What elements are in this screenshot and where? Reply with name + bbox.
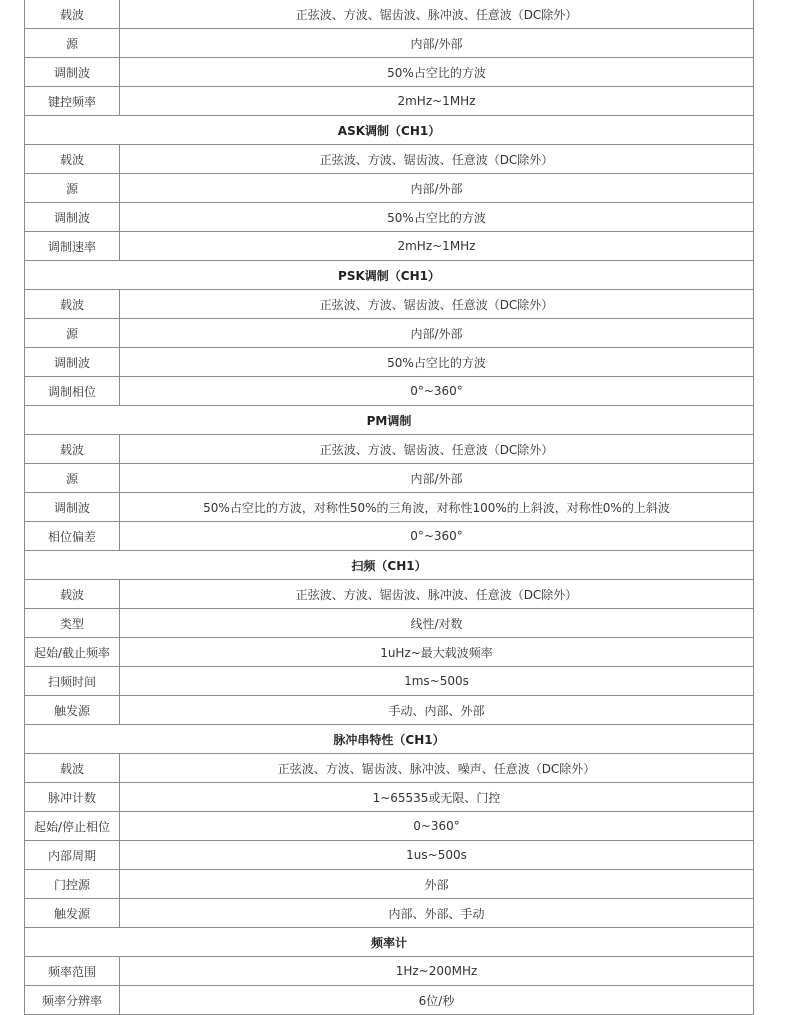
spec-value: 50%占空比的方波 [120,58,754,87]
spec-value: 内部/外部 [120,319,754,348]
spec-value: 内部/外部 [120,29,754,58]
spec-row [25,580,754,609]
section-header-row [25,551,754,580]
spec-row [25,754,754,783]
section-header-row [25,261,754,290]
spec-value: 正弦波、方波、锯齿波、脉冲波、噪声、任意波（DC除外） [120,754,754,783]
spec-value: 线性/对数 [120,609,754,638]
section-title: PM调制 [25,406,754,435]
spec-value: 外部 [120,870,754,899]
spec-row [25,986,754,1015]
spec-row [25,435,754,464]
spec-value: 2mHz~1MHz [120,232,754,261]
spec-label: 调制相位 [25,377,120,406]
spec-label: 门控源 [25,870,120,899]
spec-label: 类型 [25,609,120,638]
section-header-row [25,725,754,754]
spec-value: 1us~500s [120,841,754,870]
section-title: ASK调制（CH1） [25,116,754,145]
spec-row [25,783,754,812]
spec-value: 50%占空比的方波 [120,203,754,232]
section-title: PSK调制（CH1） [25,261,754,290]
spec-value: 0°~360° [120,522,754,551]
spec-value: 内部、外部、手动 [120,899,754,928]
spec-label: 调制波 [25,493,120,522]
spec-value: 内部/外部 [120,464,754,493]
spec-row [25,87,754,116]
spec-value: 1Hz~200MHz [120,957,754,986]
spec-row [25,29,754,58]
spec-label: 源 [25,319,120,348]
spec-row [25,58,754,87]
spec-value: 6位/秒 [120,986,754,1015]
spec-row [25,812,754,841]
spec-row [25,870,754,899]
spec-table-body [25,0,754,1015]
spec-label: 源 [25,174,120,203]
spec-row [25,957,754,986]
spec-row [25,0,754,29]
spec-row [25,522,754,551]
section-header-row [25,928,754,957]
spec-label: 载波 [25,290,120,319]
spec-value: 0°~360° [120,377,754,406]
section-header-row [25,116,754,145]
section-header-row [25,406,754,435]
spec-label: 频率范围 [25,957,120,986]
spec-row [25,145,754,174]
spec-row [25,174,754,203]
spec-row [25,203,754,232]
spec-value: 正弦波、方波、锯齿波、脉冲波、任意波（DC除外） [120,580,754,609]
spec-value: 2mHz~1MHz [120,87,754,116]
section-title: 脉冲串特性（CH1） [25,725,754,754]
spec-label: 源 [25,464,120,493]
spec-row [25,609,754,638]
spec-label: 调制速率 [25,232,120,261]
spec-label: 内部周期 [25,841,120,870]
spec-value: 50%占空比的方波 [120,348,754,377]
spec-label: 载波 [25,145,120,174]
spec-value: 1uHz~最大载波频率 [120,638,754,667]
spec-table [24,0,754,1015]
spec-row [25,377,754,406]
spec-row [25,493,754,522]
spec-label: 频率分辨率 [25,986,120,1015]
spec-value: 内部/外部 [120,174,754,203]
spec-row [25,899,754,928]
spec-row [25,841,754,870]
spec-label: 载波 [25,0,120,29]
spec-value: 正弦波、方波、锯齿波、任意波（DC除外） [120,435,754,464]
spec-label: 相位偏差 [25,522,120,551]
spec-label: 键控频率 [25,87,120,116]
spec-label: 脉冲计数 [25,783,120,812]
spec-label: 源 [25,29,120,58]
section-title: 扫频（CH1） [25,551,754,580]
spec-row [25,319,754,348]
spec-row [25,638,754,667]
spec-label: 触发源 [25,696,120,725]
spec-row [25,348,754,377]
spec-row [25,290,754,319]
spec-value: 手动、内部、外部 [120,696,754,725]
section-title: 频率计 [25,928,754,957]
spec-label: 扫频时间 [25,667,120,696]
spec-label: 起始/停止相位 [25,812,120,841]
spec-value: 正弦波、方波、锯齿波、脉冲波、任意波（DC除外） [120,0,754,29]
spec-row [25,464,754,493]
spec-value: 1~65535或无限、门控 [120,783,754,812]
spec-label: 载波 [25,580,120,609]
spec-label: 触发源 [25,899,120,928]
spec-label: 调制波 [25,203,120,232]
spec-label: 调制波 [25,348,120,377]
spec-value: 1ms~500s [120,667,754,696]
spec-label: 载波 [25,435,120,464]
spec-value: 50%占空比的方波，对称性50%的三角波，对称性100%的上斜波，对称性0%的上斜波 [120,493,754,522]
spec-label: 载波 [25,754,120,783]
spec-label: 调制波 [25,58,120,87]
spec-label: 起始/截止频率 [25,638,120,667]
spec-value: 正弦波、方波、锯齿波、任意波（DC除外） [120,145,754,174]
spec-row [25,696,754,725]
spec-row [25,232,754,261]
spec-value: 正弦波、方波、锯齿波、任意波（DC除外） [120,290,754,319]
spec-row [25,667,754,696]
spec-value: 0~360° [120,812,754,841]
